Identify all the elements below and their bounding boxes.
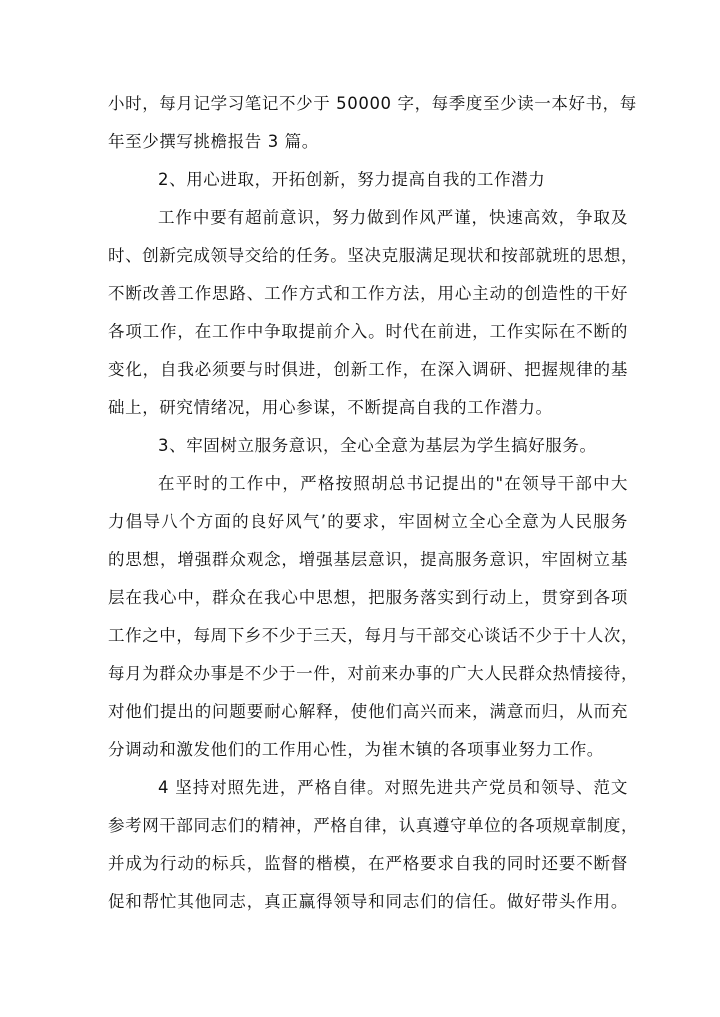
text-line: 变化，自我必须要与时俱进，创新工作，在深入调研、把握规律的基 xyxy=(108,360,628,379)
text-line: 工作中要有超前意识，努力做到作风严谨，快速高效，争取及 xyxy=(158,208,628,227)
text-line: 的思想，增强群众观念，增强基层意识，提高服务意识，牢固树立基 xyxy=(108,550,628,569)
text-line: 每月为群众办事是不少于一件，对前来办事的广大人民群众热情接待， xyxy=(108,664,639,683)
text-line: 小时，每月记学习笔记不少于 50000 字，每季度至少读一本好书，每 xyxy=(108,94,637,113)
text-line: 年至少撰写挑檐报告 3 篇。 xyxy=(108,132,319,151)
text-line: 力倡导八个方面的良好风气’的要求，牢固树立全心全意为人民服务 xyxy=(108,512,628,531)
text-line: 不断改善工作思路、工作方式和工作方法，用心主动的创造性的干好 xyxy=(108,284,628,303)
text-line: 在平时的工作中，严格按照胡总书记提出的"在领导干部中大 xyxy=(158,474,628,493)
text-line: 参考网干部同志们的精神，严格自律，认真遵守单位的各项规章制度， xyxy=(108,816,639,835)
text-line: 分调动和激发他们的工作用心性，为崔木镇的各项事业努力工作。 xyxy=(108,740,604,759)
text-line: 并成为行动的标兵，监督的楷模，在严格要求自我的同时还要不断督 xyxy=(108,854,628,873)
section-heading: 3、牢固树立服务意识，全心全意为基层为学生搞好服务。 xyxy=(158,436,597,455)
text-line: 层在我心中，群众在我心中思想，把服务落实到行动上，贯穿到各项 xyxy=(108,588,628,607)
text-line: 对他们提出的问题要耐心解释，使他们高兴而来，满意而归，从而充 xyxy=(108,702,628,721)
section-heading: 2、用心进取，开拓创新，努力提高自我的工作潜力 xyxy=(158,170,546,189)
text-line: 时、创新完成领导交给的任务。坚决克服满足现状和按部就班的思想， xyxy=(108,246,639,265)
text-line: 础上，研究情绪况，用心参谋，不断提高自我的工作潜力。 xyxy=(108,398,553,417)
text-line: 工作之中，每周下乡不少于三天，每月与干部交心谈话不少于十人次， xyxy=(108,626,639,645)
section-heading: 4 坚持对照先进，严格自律。对照先进共产党员和领导、范文 xyxy=(158,778,628,797)
text-line: 促和帮忙其他同志，真正赢得领导和同志们的信任。做好带头作用。 xyxy=(108,892,628,911)
text-line: 各项工作，在工作中争取提前介入。时代在前进，工作实际在不断的 xyxy=(108,322,628,341)
